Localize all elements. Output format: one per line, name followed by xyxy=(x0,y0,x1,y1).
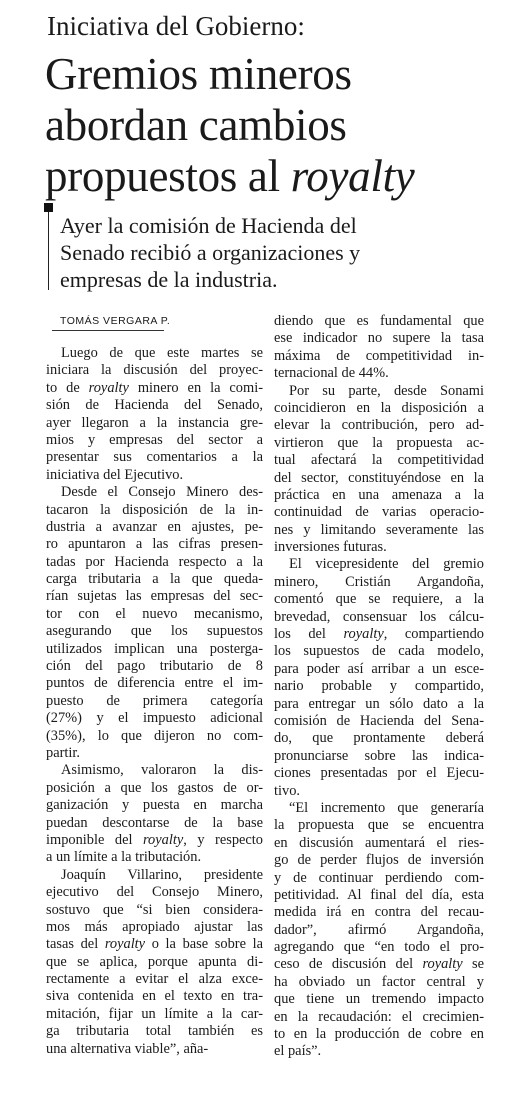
body-text-line: los del royalty, compartiendo xyxy=(274,626,484,643)
italic-term: royalty xyxy=(88,379,129,396)
body-text-line: dador”, afirmó Argandoña, xyxy=(274,921,484,938)
body-text-line: agregando que “en todo el pro- xyxy=(274,939,484,956)
body-text-line: presentar sus comentarios a la xyxy=(46,449,263,466)
body-text-line: elevar la contribución, pero ad- xyxy=(274,417,484,434)
body-text-line: comisión de Hacienda del Sena- xyxy=(274,712,484,729)
body-text-line: puntos de diferencia entre el im- xyxy=(46,675,263,692)
body-text-line: puesto de primera categoría xyxy=(46,692,263,709)
body-text-line: carga tributaria a la que queda- xyxy=(46,571,263,588)
body-text-line: ese indicador no supere la tasa xyxy=(274,330,484,347)
body-text-line: la propuesta que se encuentra xyxy=(274,817,484,834)
body-text-line: ejecutivo del Consejo Minero, xyxy=(46,884,263,901)
body-text-line: medida irá en contra del recau- xyxy=(274,904,484,921)
body-text-line: ha obviado un factor central y xyxy=(274,973,484,990)
body-text-line: pronunciarse sobre las indica- xyxy=(274,747,484,764)
body-text-line: máxima de competitividad in- xyxy=(274,347,484,364)
body-text-line: los supuestos de cada modelo, xyxy=(274,643,484,660)
body-text-line: diendo que es fundamental que xyxy=(274,313,484,329)
body-text-line: tivo. xyxy=(274,782,300,799)
body-text-line: imponible del royalty, y respecto xyxy=(46,831,263,848)
headline-italic-word: royalty xyxy=(290,151,415,201)
italic-term: royalty xyxy=(343,626,384,643)
body-text-line: tacaron la disposición de la in- xyxy=(46,501,263,518)
italic-term: royalty xyxy=(104,936,146,953)
body-text-line: ción del pago tributario de 8 xyxy=(46,658,263,675)
lead-vertical-rule xyxy=(48,212,49,290)
body-text-line: petitividad. Al final del día, esta xyxy=(274,886,484,903)
body-text-line: (27%) y el impuesto adicional xyxy=(46,710,263,727)
body-text-line: dustria a avanzar en ajustes, pe- xyxy=(46,518,263,535)
body-text-line: coincidieron en la disposición a xyxy=(274,399,484,416)
body-text-line: para poder así arribar a un esce- xyxy=(274,660,484,677)
body-text-line: sión de Hacienda del Senado, xyxy=(46,397,263,414)
body-text-line: para entregar un sólo dato a la xyxy=(274,695,484,712)
body-text-line: El vicepresidente del gremio xyxy=(289,556,484,573)
body-text-line: continuidad de varias operacio- xyxy=(274,504,484,521)
body-text-line: siva contenida en el texto en tra- xyxy=(46,988,263,1005)
body-text-line: en discusión aumentará el ries- xyxy=(274,834,484,851)
headline-line: Gremios mineros xyxy=(45,49,352,99)
body-text-line: virtieron que la propuesta ac- xyxy=(274,434,484,451)
article-lead xyxy=(60,212,360,293)
body-text-line: a un límite a la tributación. xyxy=(46,849,202,866)
byline-underline xyxy=(52,330,164,331)
body-text-line: go de perder flujos de inversión xyxy=(274,852,484,869)
body-text-line: ceso de discusión del royalty se xyxy=(274,956,484,973)
body-text-line: práctica en una amenaza a la xyxy=(274,486,484,503)
lead-line: Ayer la comisión de Hacienda del xyxy=(60,213,357,238)
body-text-line: “El incremento que generaría xyxy=(289,799,484,816)
lead-line: Senado recibió a organizaciones y xyxy=(60,240,361,265)
italic-term: royalty xyxy=(422,956,463,973)
body-text-line: ayer llegaron a la instancia gre- xyxy=(46,414,263,431)
body-text-line: Desde el Consejo Minero des- xyxy=(61,484,263,501)
body-column-right xyxy=(274,313,484,1061)
body-text-line: tasas del royalty o la base sobre la xyxy=(46,936,263,953)
body-text-line: ga tributaria total también es xyxy=(46,1023,263,1040)
byline: TOMÁS VERGARA P. xyxy=(60,315,171,327)
body-text-line: partir. xyxy=(46,744,80,761)
body-text-line: ganización y puesta en marcha xyxy=(46,797,263,814)
body-text-line: Luego de que este martes se xyxy=(61,345,263,361)
body-text-line: tual afectará la competitividad xyxy=(274,452,484,469)
body-text-line: mitación, fijar un límite a la car- xyxy=(46,1005,263,1022)
body-text-line: tor con el nuevo mecanismo, xyxy=(46,605,263,622)
body-text-line: del sector, constituyéndose en la xyxy=(274,469,484,486)
body-text-line: mos más apropiado ajustar las xyxy=(46,918,263,935)
body-text-line: y de continuar perdiendo com- xyxy=(274,869,484,886)
body-text-line: que tiene un tremendo impacto xyxy=(274,991,484,1008)
body-text-line: utilizados implican una posterga- xyxy=(46,640,263,657)
body-text-line: puedan descontarse de la base xyxy=(46,814,263,831)
body-text-line: do, que prontamente deberá xyxy=(274,730,484,747)
body-text-line: Asimismo, valoraron la dis- xyxy=(61,762,263,779)
body-text-line: rían sujetas las empresas del sec- xyxy=(46,588,263,605)
body-text-line: una alternativa viable”, aña- xyxy=(46,1040,209,1057)
body-text-line: nes y limitando severamente las xyxy=(274,521,484,538)
headline-line: abordan cambios xyxy=(45,100,347,150)
body-text-line: ro apuntaron a las cifras presen- xyxy=(46,536,263,553)
body-text-line: el país”. xyxy=(274,1043,322,1060)
body-text-line: inversiones futuras. xyxy=(274,539,387,556)
body-text-line: nario probable y compartido, xyxy=(274,678,484,695)
body-text-line: Por su parte, desde Sonami xyxy=(289,382,484,399)
lead-square-bullet xyxy=(44,203,53,212)
italic-term: royalty xyxy=(142,831,184,848)
body-text-line: en la recaudación: el crecimien- xyxy=(274,1008,484,1025)
body-text-line: (35%), lo que dijeron no com- xyxy=(46,727,263,744)
body-text-line: ciones presentadas por el Ejecu- xyxy=(274,765,484,782)
body-text-line: posición a que los gastos de or- xyxy=(46,779,263,796)
article-headline xyxy=(45,49,414,202)
article-kicker: Iniciativa del Gobierno: xyxy=(47,11,305,41)
body-text-line: asegurando que los supuestos xyxy=(46,623,263,640)
body-column-left xyxy=(46,345,263,1058)
headline-line xyxy=(45,151,414,202)
body-text-line: to en la producción de cobre en xyxy=(274,1026,484,1043)
body-text-line: ternacional de 44%. xyxy=(274,365,389,382)
body-text-line: rectamente a evitar el alza exce- xyxy=(46,971,263,988)
body-text-line: iniciara la discusión del proyec- xyxy=(46,362,263,379)
body-text-line: comentó que se requiere, a la xyxy=(274,591,484,608)
body-text-line: mios y empresas del sector a xyxy=(46,431,263,448)
body-text-line: minero, Cristián Argandoña, xyxy=(274,573,484,590)
body-text-line: que se aplica, porque apunta di- xyxy=(46,953,263,970)
headline-text: propuestos al xyxy=(45,151,291,201)
lead-line: empresas de la industria. xyxy=(60,267,278,292)
body-text-line: Joaquín Villarino, presidente xyxy=(61,866,263,883)
body-text-line: tadas por Hacienda respecto a la xyxy=(46,553,263,570)
body-text-line: sostuvo que “si bien considera- xyxy=(46,901,263,918)
body-text-line: to de royalty minero en la comi- xyxy=(46,379,263,396)
body-text-line: brevedad, consensuar los cálcu- xyxy=(274,608,484,625)
body-text-line: iniciativa del Ejecutivo. xyxy=(46,466,184,483)
